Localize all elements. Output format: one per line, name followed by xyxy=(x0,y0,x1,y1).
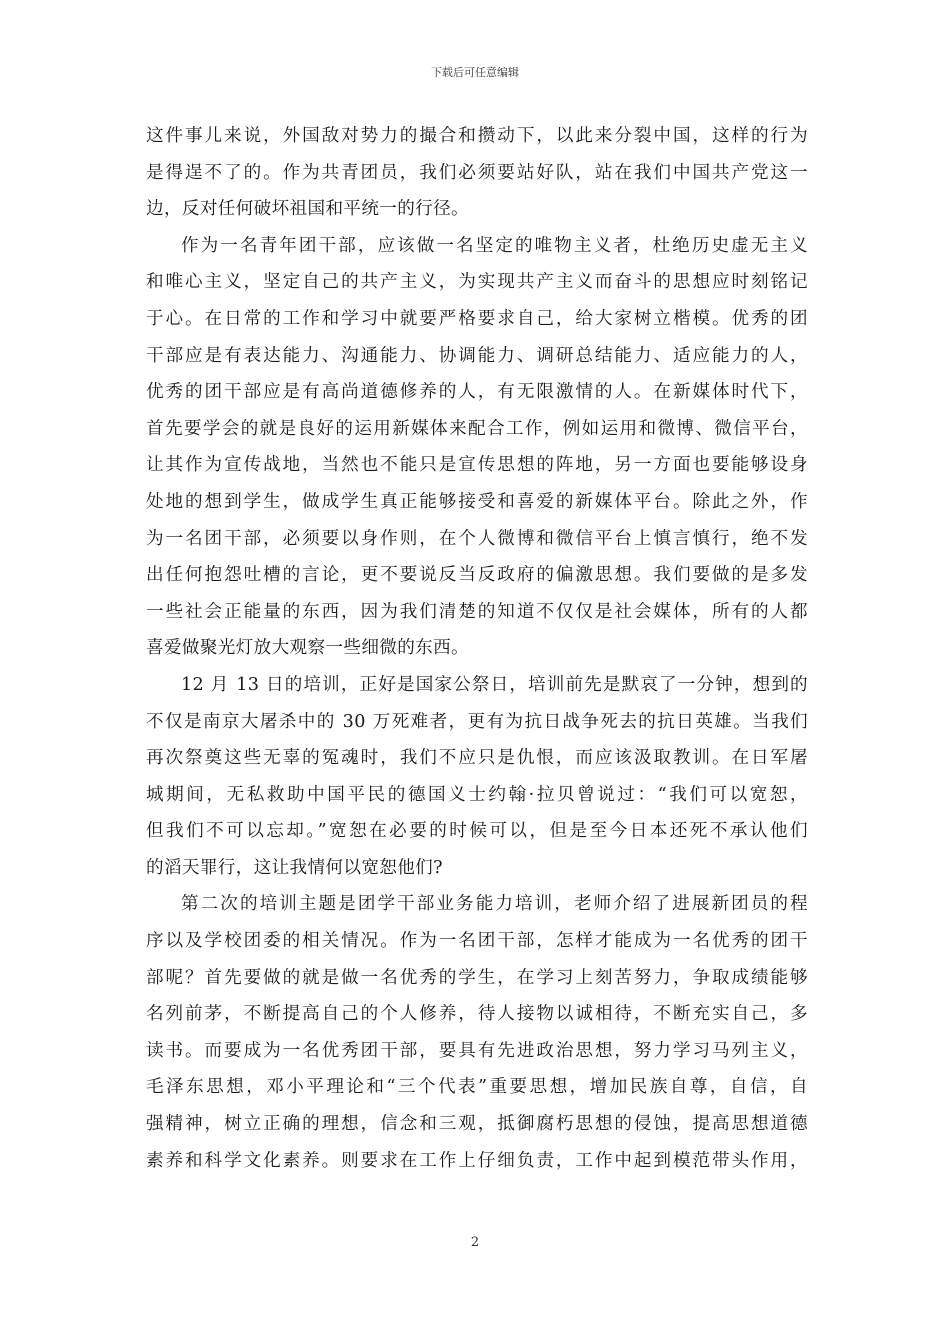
text-line: 强精神，树立正确的理想，信念和三观，抵御腐朽思想的侵蚀，提高思想道德 xyxy=(146,1114,808,1135)
text-line: 序以及学校团委的相关情况。作为一名团干部，怎样才能成为一名优秀的团干 xyxy=(146,931,808,952)
paragraph-start-line: 作为一名青年团干部，应该做一名坚定的唯物主义者，杜绝历史虚无主义 xyxy=(181,235,808,256)
text-line: 于心。在日常的工作和学习中就要严格要求自己，给大家树立楷模。优秀的团 xyxy=(146,308,808,329)
paragraph-end-line: 喜爱做聚光灯放大观察一些细微的东西。 xyxy=(146,638,469,659)
page-number: 2 xyxy=(470,1235,480,1250)
text-line: 为一名团干部，必须要以身作则，在个人微博和微信平台上慎言慎行，绝不发 xyxy=(146,528,808,549)
text-line: 这件事儿来说，外国敌对势力的撮合和攒动下，以此来分裂中国，这样的行为 xyxy=(146,126,808,146)
text-line: 是得逞不了的。作为共青团员，我们必须要站好队，站在我们中国共产党这一 xyxy=(146,162,808,183)
page-header: 下载后可任意编辑 xyxy=(431,66,519,79)
text-line: 优秀的团干部应是有高尚道德修养的人，有无限激情的人。在新媒体时代下， xyxy=(146,382,808,403)
text-line: 再次祭奠这些无辜的冤魂时，我们不应只是仇恨，而应该汲取教训。在日军屠 xyxy=(146,748,808,769)
paragraph-end-line: 边，反对任何破坏祖国和平统一的行径。 xyxy=(146,199,469,220)
text-line: 处地的想到学生，做成学生真正能够接受和喜爱的新媒体平台。除此之外，作 xyxy=(146,491,808,512)
text-line: 名列前茅，不断提高自己的个人修养，待人接物以诚相待，不断充实自己，多 xyxy=(146,1004,808,1025)
text-line: 不仅是南京大屠杀中的 30 万死难者，更有为抗日战争死去的抗日英雄。当我们 xyxy=(146,711,808,732)
text-line: 干部应是有表达能力、沟通能力、协调能力、调研总结能力、适应能力的人， xyxy=(146,345,808,366)
text-line: 读书。而要成为一名优秀团干部，要具有先进政治思想，努力学习马列主义， xyxy=(146,1040,808,1061)
document-body xyxy=(146,118,808,1179)
text-line: 首先要学会的就是良好的运用新媒体来配合工作，例如运用和微博、微信平台， xyxy=(146,418,808,439)
paragraph-end-line: 的滔天罪行，这让我情何以宽恕他们? xyxy=(146,857,443,878)
text-line: 部呢？首先要做的就是做一名优秀的学生，在学习上刻苦努力，争取成绩能够 xyxy=(146,967,808,988)
text-line: 素养和科学文化素养。则要求在工作上仔细负责，工作中起到模范带头作用， xyxy=(146,1150,808,1171)
text-line: 和唯心主义，坚定自己的共产主义，为实现共产主义而奋斗的思想应时刻铭记 xyxy=(146,272,808,293)
text-line: 城期间，无私救助中国平民的德国义士约翰·拉贝曾说过：“我们可以宽恕， xyxy=(146,784,808,805)
text-line: 毛泽东思想，邓小平理论和“三个代表”重要思想，增加民族自尊，自信，自 xyxy=(146,1077,808,1098)
paragraph-start-line: 12 月 13 日的培训，正好是国家公祭日，培训前先是默哀了一分钟，想到的 xyxy=(181,674,808,695)
paragraph-start-line: 第二次的培训主题是团学干部业务能力培训，老师介绍了进展新团员的程 xyxy=(181,894,808,915)
text-line: 一些社会正能量的东西，因为我们清楚的知道不仅仅是社会媒体，所有的人都 xyxy=(146,601,808,622)
text-line: 出任何抱怨吐槽的言论，更不要说反当反政府的偏激思想。我们要做的是多发 xyxy=(146,565,808,586)
text-line: 让其作为宣传战地，当然也不能只是宣传思想的阵地，另一方面也要能够设身 xyxy=(146,455,808,476)
text-line: 但我们不可以忘却。”宽恕在必要的时候可以，但是至今日本还死不承认他们 xyxy=(146,821,808,842)
